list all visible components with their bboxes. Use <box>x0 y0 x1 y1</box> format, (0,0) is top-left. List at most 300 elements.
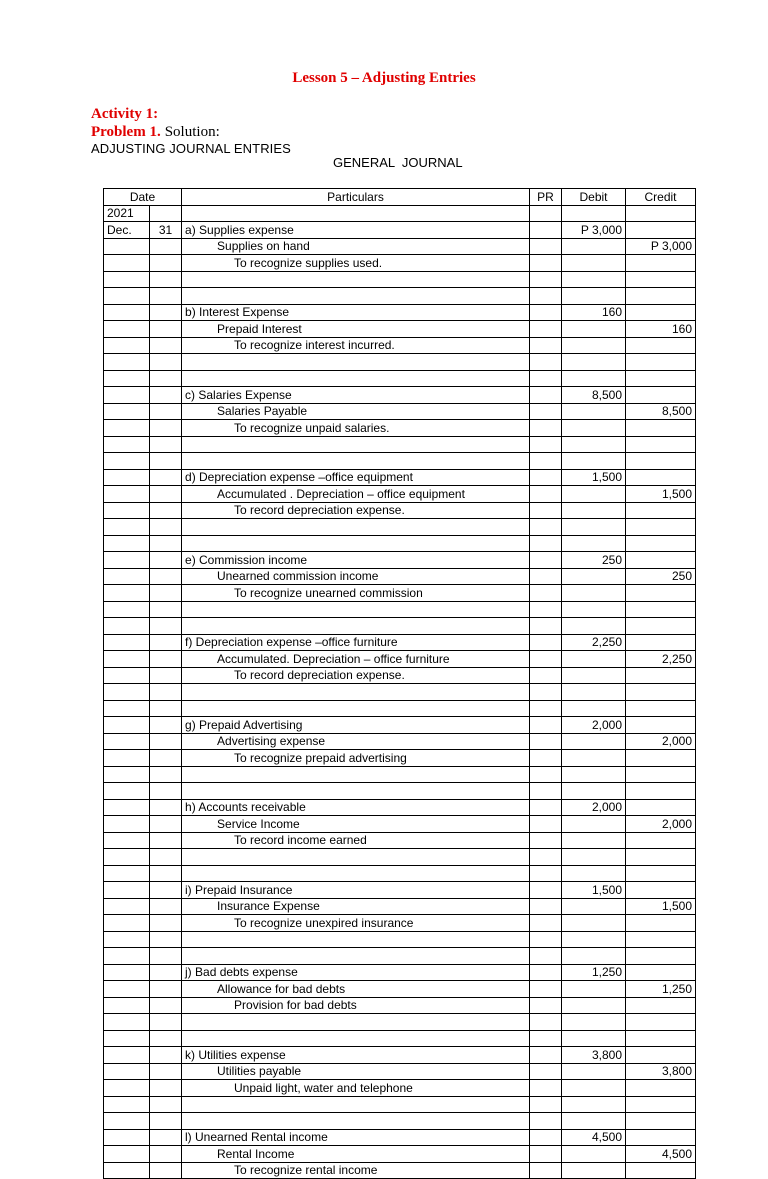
empty-cell <box>182 436 530 453</box>
empty-cell <box>104 288 150 305</box>
empty-cell <box>182 1096 530 1113</box>
entry-explanation-row <box>104 420 696 437</box>
empty-cell <box>182 700 530 717</box>
empty-cell <box>182 766 530 783</box>
general-journal-table <box>103 188 696 1179</box>
blank-row <box>104 288 696 305</box>
pr-cell <box>530 337 562 354</box>
empty-cell <box>150 948 182 965</box>
credit-amount: 3,800 <box>626 1063 696 1080</box>
pr-cell <box>530 915 562 932</box>
empty-cell <box>182 849 530 866</box>
empty-cell <box>150 321 182 338</box>
entry-debit-row <box>104 964 696 981</box>
entry-debit-row <box>104 552 696 569</box>
credit-amount: 1,500 <box>626 898 696 915</box>
blank-row <box>104 783 696 800</box>
empty-debit-cell <box>562 816 626 833</box>
debit-account: g) Prepaid Advertising <box>182 717 530 734</box>
blank-row <box>104 354 696 371</box>
problem-heading <box>91 124 220 141</box>
empty-cell <box>626 337 696 354</box>
empty-cell <box>104 420 150 437</box>
entry-credit-row <box>104 568 696 585</box>
empty-cell <box>104 519 150 536</box>
empty-cell <box>150 618 182 635</box>
empty-cell <box>562 1030 626 1047</box>
empty-cell <box>104 1063 150 1080</box>
debit-account: c) Salaries Expense <box>182 387 530 404</box>
empty-cell <box>104 618 150 635</box>
credit-account: Prepaid Interest <box>182 321 530 338</box>
entry-debit-row <box>104 882 696 899</box>
empty-cell <box>562 1096 626 1113</box>
pr-cell <box>530 1129 562 1146</box>
blank-row <box>104 370 696 387</box>
empty-cell <box>530 1014 562 1031</box>
debit-amount: 1,500 <box>562 469 626 486</box>
entry-explanation-row <box>104 337 696 354</box>
empty-cell <box>530 271 562 288</box>
pr-cell <box>530 733 562 750</box>
pr-cell <box>530 964 562 981</box>
empty-cell <box>104 700 150 717</box>
empty-cell <box>626 865 696 882</box>
empty-cell <box>150 387 182 404</box>
empty-cell <box>104 717 150 734</box>
entry-explanation-row <box>104 502 696 519</box>
debit-amount: 2,000 <box>562 799 626 816</box>
entry-explanation: To recognize unpaid salaries. <box>182 420 530 437</box>
debit-amount: 2,000 <box>562 717 626 734</box>
empty-cell <box>104 816 150 833</box>
debit-account: f) Depreciation expense –office furniture <box>182 634 530 651</box>
blank-row <box>104 766 696 783</box>
pr-cell <box>530 799 562 816</box>
activity-heading: Activity 1: <box>91 106 159 122</box>
empty-cell <box>562 700 626 717</box>
empty-credit-cell <box>626 717 696 734</box>
empty-cell <box>104 766 150 783</box>
entry-explanation: To recognize rental income <box>182 1162 530 1179</box>
empty-cell <box>150 1080 182 1097</box>
pr-cell <box>530 981 562 998</box>
empty-cell <box>562 1014 626 1031</box>
lesson-title: Lesson 5 – Adjusting Entries <box>292 70 476 86</box>
entry-explanation: To recognize unexpired insurance <box>182 915 530 932</box>
empty-cell <box>562 667 626 684</box>
debit-amount: 8,500 <box>562 387 626 404</box>
entry-credit-row <box>104 898 696 915</box>
pr-cell <box>530 304 562 321</box>
empty-cell <box>562 420 626 437</box>
empty-cell <box>150 568 182 585</box>
debit-account: b) Interest Expense <box>182 304 530 321</box>
pr-cell <box>530 832 562 849</box>
empty-cell <box>150 882 182 899</box>
month-cell: Dec. <box>104 222 150 239</box>
empty-cell <box>104 271 150 288</box>
debit-amount: P 3,000 <box>562 222 626 239</box>
empty-cell <box>182 535 530 552</box>
empty-cell <box>104 337 150 354</box>
debit-amount: 1,500 <box>562 882 626 899</box>
problem-solution: Solution: <box>164 124 220 140</box>
pr-cell <box>530 750 562 767</box>
empty-cell <box>104 733 150 750</box>
empty-cell <box>150 469 182 486</box>
empty-cell <box>530 354 562 371</box>
empty-cell <box>150 354 182 371</box>
empty-cell <box>150 816 182 833</box>
empty-cell <box>626 601 696 618</box>
empty-cell <box>626 370 696 387</box>
pr-cell <box>530 502 562 519</box>
empty-credit-cell <box>626 799 696 816</box>
problem-label: Problem 1. <box>91 124 161 140</box>
empty-cell <box>562 436 626 453</box>
credit-account: Salaries Payable <box>182 403 530 420</box>
pr-cell <box>530 255 562 272</box>
empty-cell <box>562 255 626 272</box>
entry-debit-row <box>104 1047 696 1064</box>
entry-explanation-row <box>104 832 696 849</box>
empty-cell <box>104 1080 150 1097</box>
empty-credit-cell <box>626 469 696 486</box>
empty-cell <box>150 255 182 272</box>
empty-cell <box>530 948 562 965</box>
empty-cell <box>150 1030 182 1047</box>
empty-cell <box>104 1047 150 1064</box>
empty-cell <box>626 700 696 717</box>
empty-cell <box>104 898 150 915</box>
empty-cell <box>626 684 696 701</box>
credit-account: Accumulated. Depreciation – office furniture <box>182 651 530 668</box>
entry-credit-row <box>104 1146 696 1163</box>
empty-cell <box>562 915 626 932</box>
debit-account: k) Utilities expense <box>182 1047 530 1064</box>
empty-cell <box>562 832 626 849</box>
empty-cell <box>562 865 626 882</box>
empty-cell <box>562 585 626 602</box>
empty-cell <box>182 865 530 882</box>
blank-row <box>104 865 696 882</box>
pr-cell <box>530 997 562 1014</box>
empty-cell <box>104 238 150 255</box>
empty-cell <box>150 337 182 354</box>
debit-amount: 3,800 <box>562 1047 626 1064</box>
entry-debit-row <box>104 387 696 404</box>
empty-cell <box>150 1113 182 1130</box>
pr-cell <box>530 420 562 437</box>
general-journal-title: GENERAL JOURNAL <box>333 155 463 170</box>
credit-account: Allowance for bad debts <box>182 981 530 998</box>
empty-cell <box>626 849 696 866</box>
empty-cell <box>182 1030 530 1047</box>
blank-row <box>104 1113 696 1130</box>
empty-cell <box>626 832 696 849</box>
empty-cell <box>562 1113 626 1130</box>
empty-cell <box>182 271 530 288</box>
empty-cell <box>150 1162 182 1179</box>
empty-cell <box>626 420 696 437</box>
empty-cell <box>626 1014 696 1031</box>
empty-cell <box>626 1096 696 1113</box>
entry-explanation: To recognize unearned commission <box>182 585 530 602</box>
year-cell: 2021 <box>104 205 150 222</box>
credit-amount: 1,500 <box>626 486 696 503</box>
pr-cell <box>530 1162 562 1179</box>
blank-row <box>104 948 696 965</box>
empty-cell <box>150 750 182 767</box>
debit-account: e) Commission income <box>182 552 530 569</box>
pr-cell <box>530 403 562 420</box>
empty-cell <box>150 1129 182 1146</box>
empty-cell <box>530 766 562 783</box>
empty-cell <box>530 288 562 305</box>
pr-cell <box>530 1080 562 1097</box>
entry-credit-row <box>104 403 696 420</box>
empty-credit-cell <box>626 1047 696 1064</box>
empty-cell <box>150 700 182 717</box>
empty-cell <box>150 1096 182 1113</box>
empty-cell <box>626 288 696 305</box>
empty-cell <box>626 783 696 800</box>
empty-cell <box>104 1030 150 1047</box>
credit-account: Insurance Expense <box>182 898 530 915</box>
empty-cell <box>562 601 626 618</box>
credit-amount: P 3,000 <box>626 238 696 255</box>
empty-cell <box>104 882 150 899</box>
pr-cell <box>530 552 562 569</box>
empty-cell <box>626 618 696 635</box>
pr-cell <box>530 717 562 734</box>
empty-cell <box>626 915 696 932</box>
empty-cell <box>530 618 562 635</box>
empty-cell <box>104 321 150 338</box>
empty-cell <box>104 1129 150 1146</box>
empty-cell <box>562 288 626 305</box>
empty-cell <box>104 684 150 701</box>
empty-cell <box>150 420 182 437</box>
credit-amount: 2,250 <box>626 651 696 668</box>
empty-debit-cell <box>562 403 626 420</box>
empty-cell <box>182 354 530 371</box>
empty-cell <box>182 288 530 305</box>
empty-cell <box>104 370 150 387</box>
empty-cell <box>562 337 626 354</box>
entry-credit-row <box>104 238 696 255</box>
empty-cell <box>150 535 182 552</box>
blank-row <box>104 601 696 618</box>
empty-cell <box>150 601 182 618</box>
entry-credit-row <box>104 321 696 338</box>
debit-account: j) Bad debts expense <box>182 964 530 981</box>
day-cell: 31 <box>150 222 182 239</box>
entry-explanation-row <box>104 1162 696 1179</box>
empty-cell <box>104 849 150 866</box>
empty-cell <box>626 354 696 371</box>
empty-cell <box>150 288 182 305</box>
empty-cell <box>530 1113 562 1130</box>
entry-explanation-row <box>104 585 696 602</box>
empty-credit-cell <box>626 1129 696 1146</box>
empty-cell <box>626 766 696 783</box>
empty-cell <box>530 1030 562 1047</box>
entry-debit-row <box>104 634 696 651</box>
empty-cell <box>104 997 150 1014</box>
credit-account: Accumulated . Depreciation – office equipment <box>182 486 530 503</box>
pr-cell <box>530 1047 562 1064</box>
entry-explanation: To record depreciation expense. <box>182 502 530 519</box>
empty-credit-cell <box>626 304 696 321</box>
empty-cell <box>104 981 150 998</box>
empty-cell <box>626 1162 696 1179</box>
debit-amount: 4,500 <box>562 1129 626 1146</box>
credit-amount: 2,000 <box>626 733 696 750</box>
pr-cell <box>530 898 562 915</box>
blank-row <box>104 535 696 552</box>
debit-amount: 1,250 <box>562 964 626 981</box>
empty-cell <box>562 684 626 701</box>
empty-cell <box>562 370 626 387</box>
blank-row <box>104 453 696 470</box>
empty-cell <box>150 403 182 420</box>
entry-explanation: Unpaid light, water and telephone <box>182 1080 530 1097</box>
empty-cell <box>150 238 182 255</box>
empty-cell <box>626 667 696 684</box>
pr-cell <box>530 1063 562 1080</box>
credit-account: Rental Income <box>182 1146 530 1163</box>
empty-cell <box>150 849 182 866</box>
pr-cell <box>530 634 562 651</box>
empty-cell <box>626 436 696 453</box>
empty-cell <box>104 783 150 800</box>
credit-account: Unearned commission income <box>182 568 530 585</box>
debit-amount: 160 <box>562 304 626 321</box>
empty-cell <box>150 997 182 1014</box>
empty-cell <box>562 1162 626 1179</box>
pr-cell <box>530 222 562 239</box>
debit-header: Debit <box>562 189 626 206</box>
empty-cell <box>182 618 530 635</box>
blank-row <box>104 271 696 288</box>
debit-account: d) Depreciation expense –office equipment <box>182 469 530 486</box>
empty-cell <box>150 865 182 882</box>
debit-account: l) Unearned Rental income <box>182 1129 530 1146</box>
pr-cell <box>530 238 562 255</box>
empty-cell <box>530 700 562 717</box>
empty-credit-cell <box>626 387 696 404</box>
credit-amount: 250 <box>626 568 696 585</box>
empty-cell <box>104 799 150 816</box>
empty-cell <box>562 931 626 948</box>
empty-cell <box>182 519 530 536</box>
empty-cell <box>104 865 150 882</box>
empty-cell <box>562 519 626 536</box>
year-row <box>104 205 696 222</box>
pr-cell <box>530 651 562 668</box>
empty-cell <box>150 1047 182 1064</box>
empty-debit-cell <box>562 568 626 585</box>
empty-cell <box>104 931 150 948</box>
empty-cell <box>626 1030 696 1047</box>
empty-cell <box>562 783 626 800</box>
empty-cell <box>530 931 562 948</box>
empty-cell <box>104 403 150 420</box>
empty-cell <box>104 304 150 321</box>
empty-credit-cell <box>626 222 696 239</box>
blank-row <box>104 931 696 948</box>
empty-cell <box>104 1162 150 1179</box>
empty-cell <box>104 651 150 668</box>
empty-cell <box>104 486 150 503</box>
debit-account: a) Supplies expense <box>182 222 530 239</box>
pr-cell <box>530 568 562 585</box>
empty-cell <box>104 948 150 965</box>
blank-row <box>104 849 696 866</box>
empty-cell <box>150 1014 182 1031</box>
empty-cell <box>182 783 530 800</box>
entry-debit-row <box>104 304 696 321</box>
pr-cell <box>530 1146 562 1163</box>
empty-cell <box>530 865 562 882</box>
credit-amount: 4,500 <box>626 1146 696 1163</box>
empty-cell <box>104 915 150 932</box>
empty-cell <box>562 849 626 866</box>
empty-cell <box>104 255 150 272</box>
debit-account: i) Prepaid Insurance <box>182 882 530 899</box>
entry-explanation: To record income earned <box>182 832 530 849</box>
empty-debit-cell <box>562 238 626 255</box>
empty-cell <box>104 354 150 371</box>
empty-cell <box>104 1113 150 1130</box>
empty-cell <box>150 552 182 569</box>
credit-account: Utilities payable <box>182 1063 530 1080</box>
empty-cell <box>530 453 562 470</box>
empty-debit-cell <box>562 651 626 668</box>
empty-cell <box>150 370 182 387</box>
empty-cell <box>104 535 150 552</box>
journal-body <box>104 205 696 1179</box>
debit-amount: 2,250 <box>562 634 626 651</box>
debit-account: h) Accounts receivable <box>182 799 530 816</box>
empty-debit-cell <box>562 898 626 915</box>
empty-cell <box>182 1014 530 1031</box>
empty-debit-cell <box>562 486 626 503</box>
empty-cell <box>150 667 182 684</box>
empty-cell <box>562 750 626 767</box>
credit-amount: 8,500 <box>626 403 696 420</box>
empty-cell <box>626 535 696 552</box>
empty-cell <box>150 799 182 816</box>
blank-row <box>104 1096 696 1113</box>
pr-cell <box>530 486 562 503</box>
empty-cell <box>150 651 182 668</box>
empty-cell <box>530 519 562 536</box>
empty-cell <box>182 601 530 618</box>
entry-explanation-row <box>104 915 696 932</box>
empty-cell <box>150 783 182 800</box>
empty-credit-cell <box>626 882 696 899</box>
entry-credit-row <box>104 816 696 833</box>
entry-credit-row <box>104 1063 696 1080</box>
empty-cell <box>530 535 562 552</box>
empty-cell <box>626 585 696 602</box>
entry-explanation: To record depreciation expense. <box>182 667 530 684</box>
empty-cell <box>104 964 150 981</box>
entry-explanation: To recognize prepaid advertising <box>182 750 530 767</box>
